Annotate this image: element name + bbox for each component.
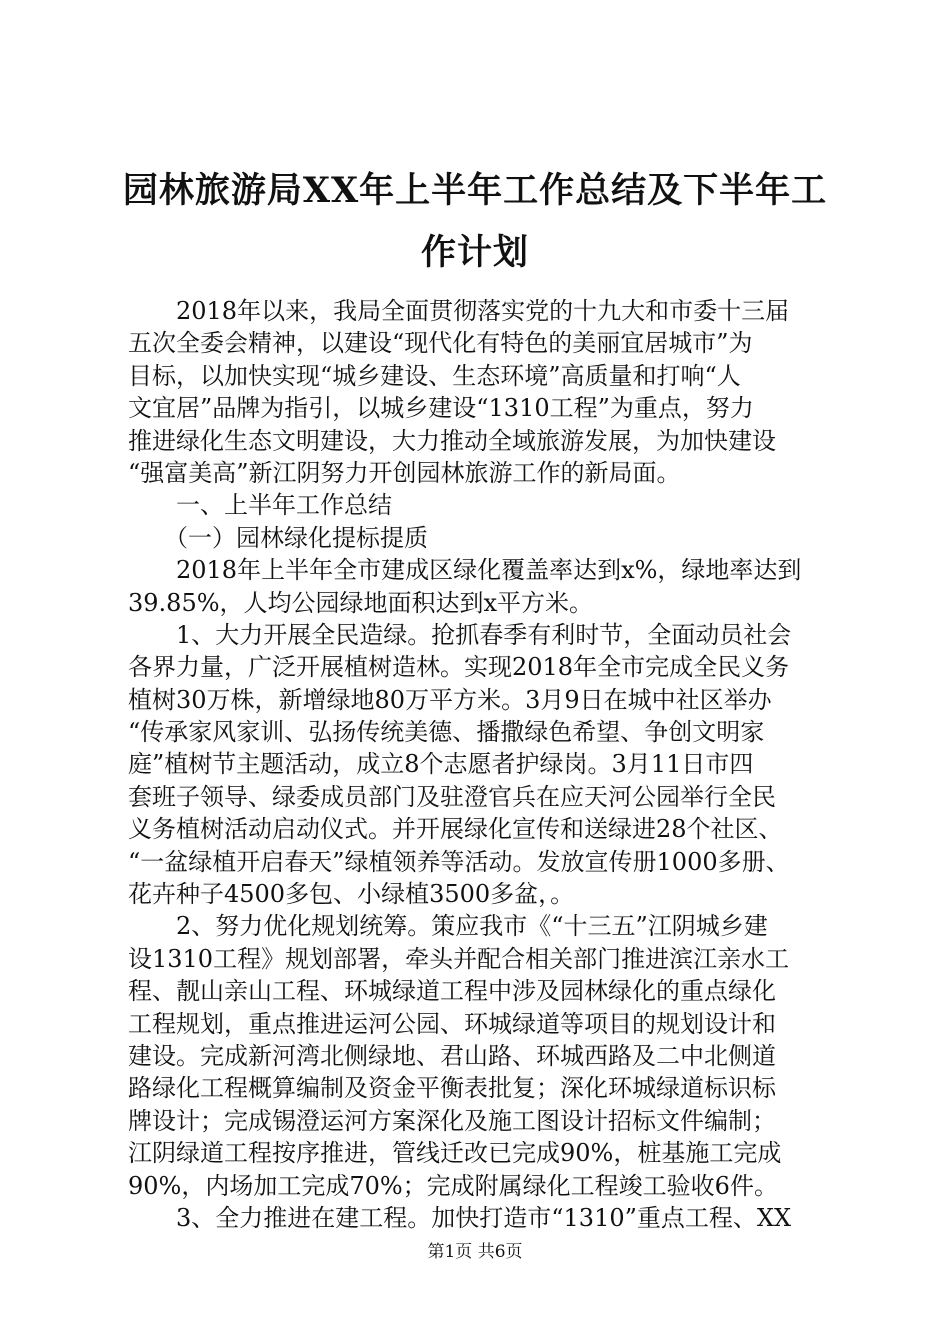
text-line: “强富美高”新江阴努力开创园林旅游工作的新局面。	[128, 458, 681, 487]
document-title	[110, 160, 840, 284]
text-line: 90%，内场加工完成70%；完成附属绿化工程竣工验收6件。	[128, 1171, 778, 1200]
document-body	[128, 295, 828, 1234]
text-line: 路绿化工程概算编制及资金平衡表批复；深化环城绿道标识标	[128, 1074, 776, 1103]
text-line: 2、努力优化规划统筹。策应我市《“十三五”江阴城乡建	[128, 912, 768, 941]
text-line: “传承家风家训、弘扬传统美德、播撒绿色希望、争创文明家	[128, 718, 765, 747]
text-line: 3、全力推进在建工程。加快打造市“1310”重点工程、XX	[128, 1203, 792, 1232]
text-line: 义务植树活动启动仪式。并开展绿化宣传和送绿进28个社区、	[128, 815, 783, 844]
text-line: 1、大力开展全民造绿。抢抓春季有利时节，全面动员社会	[128, 620, 792, 649]
subsection-heading: （一）园林绿化提标提质	[128, 523, 428, 552]
page-footer	[0, 1240, 950, 1264]
text-line: 庭”植树节主题活动，成立8个志愿者护绿岗。3月11日市四	[128, 750, 754, 779]
text-line: 设1310工程》规划部署，牵头并配合相关部门推进滨江亲水工	[128, 944, 790, 973]
page-number: 第1页 共6页	[427, 1242, 523, 1262]
text-line: 2018年上半年全市建成区绿化覆盖率达到x%，绿地率达到	[128, 556, 802, 585]
title-line-2: 作计划	[420, 232, 529, 273]
text-line: 五次全委会精神，以建设“现代化有特色的美丽宜居城市”为	[128, 329, 753, 358]
text-line: 39.85%，人均公园绿地面积达到x平方米。	[128, 588, 594, 617]
text-line: 套班子领导、绿委成员部门及驻澄官兵在应天河公园举行全民	[128, 782, 776, 811]
text-line: “一盆绿植开启春天”绿植领养等活动。发放宣传册1000多册、	[128, 847, 790, 876]
text-line: 牌设计；完成锡澄运河方案深化及施工图设计招标文件编制；	[128, 1106, 776, 1135]
text-line: 2018年以来，我局全面贯彻落实党的十九大和市委十三届	[128, 297, 790, 325]
text-line: 各界力量，广泛开展植树造林。实现2018年全市完成全民义务	[128, 653, 790, 682]
text-line: 建设。完成新河湾北侧绿地、君山路、环城西路及二中北侧道	[128, 1041, 776, 1070]
text-line: 程、靓山亲山工程、环城绿道工程中涉及园林绿化的重点绿化	[128, 977, 776, 1006]
section-heading: 一、上半年工作总结	[128, 491, 392, 520]
text-line: 江阴绿道工程按序推进，管线迁改已完成90%，桩基施工完成	[128, 1139, 782, 1168]
title-line-1: 园林旅游局XX年上半年工作总结及下半年工	[122, 170, 828, 211]
text-line: 推进绿化生态文明建设，大力推动全域旅游发展，为加快建设	[128, 426, 776, 455]
text-line: 花卉种子4500多包、小绿植3500多盆，。	[128, 880, 575, 909]
text-line: 植树30万株，新增绿地80万平方米。3月9日在城中社区举办	[128, 685, 772, 714]
text-line: 目标，以加快实现“城乡建设、生态环境”高质量和打响“人	[128, 361, 741, 390]
text-line: 工程规划，重点推进运河公园、环城绿道等项目的规划设计和	[128, 1009, 776, 1038]
text-line: 文宜居”品牌为指引，以城乡建设“1310工程”为重点，努力	[128, 394, 754, 423]
